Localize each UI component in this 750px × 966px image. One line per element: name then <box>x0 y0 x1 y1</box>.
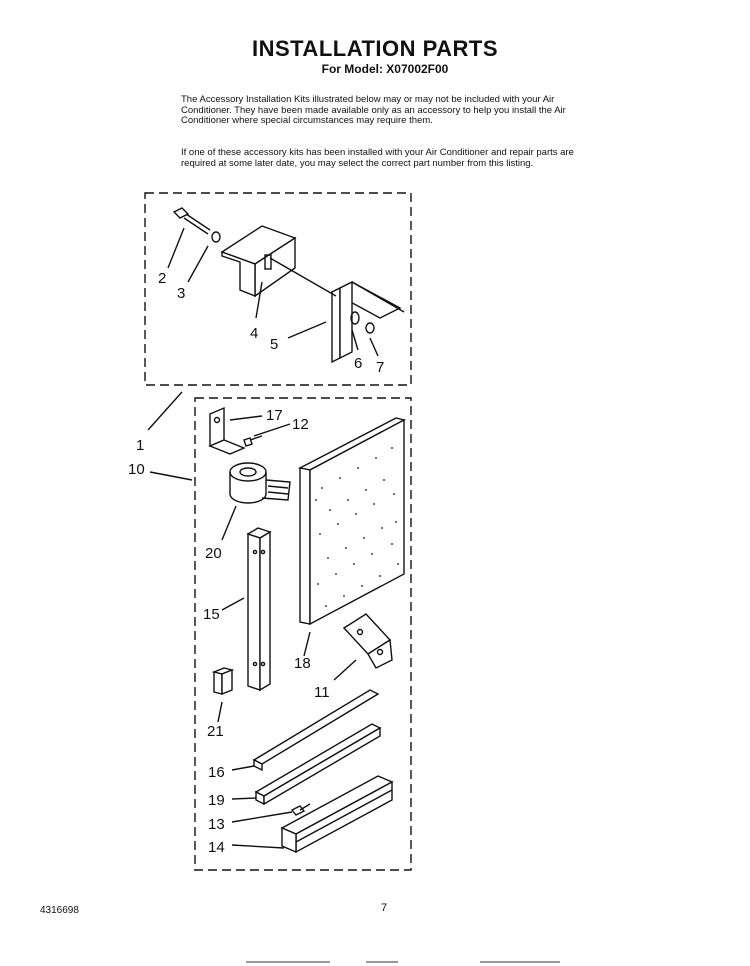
screw-part <box>174 208 210 234</box>
small-block-part <box>214 668 232 694</box>
angle-bracket-part <box>332 282 404 362</box>
foam-bracket-part <box>344 614 392 668</box>
sill-screw-part <box>292 804 310 815</box>
callout-13: 13 <box>208 816 225 833</box>
side-channel-part <box>248 528 270 690</box>
callout-14: 14 <box>208 839 225 856</box>
repair-paragraph: If one of these accessory kits has been installed with your Air Conditioner and repair parts are required at some later date, you may select the correct part number from this listing. <box>181 147 574 169</box>
document-number: 4316698 <box>40 905 79 916</box>
foam-panel-part <box>300 418 404 624</box>
callout-4: 4 <box>250 325 259 342</box>
callout-16: 16 <box>208 764 225 781</box>
callout-3: 3 <box>177 285 186 302</box>
callout-1: 1 <box>136 437 145 454</box>
mounting-block-part <box>222 226 295 296</box>
callout-19: 19 <box>208 792 225 809</box>
page-title: INSTALLATION PARTS <box>251 36 499 61</box>
callout-15: 15 <box>203 606 220 623</box>
callout-7: 7 <box>376 359 385 376</box>
small-bracket-part <box>210 408 262 454</box>
callout-12: 12 <box>292 416 309 433</box>
tape-roll-part <box>230 463 290 503</box>
callout-18: 18 <box>294 655 311 672</box>
callout-20: 20 <box>205 545 222 562</box>
model-subtitle: For Model: X07002F00 <box>321 62 449 76</box>
callout-5: 5 <box>270 336 279 353</box>
callout-17: 17 <box>266 407 283 424</box>
callout-6: 6 <box>354 355 363 372</box>
page-number: 7 <box>381 902 388 914</box>
washer-part <box>212 232 220 242</box>
callout-21: 21 <box>207 723 224 740</box>
callout-2: 2 <box>158 270 167 287</box>
callout-10: 10 <box>128 461 145 478</box>
intro-paragraph: The Accessory Installation Kits illustrated below may or may not be included with your Air Conditioner. They have been made available only as an accessory to help you install the Air Conditioner where special circumstances may require them. <box>181 94 566 126</box>
callout-11: 11 <box>314 684 330 701</box>
